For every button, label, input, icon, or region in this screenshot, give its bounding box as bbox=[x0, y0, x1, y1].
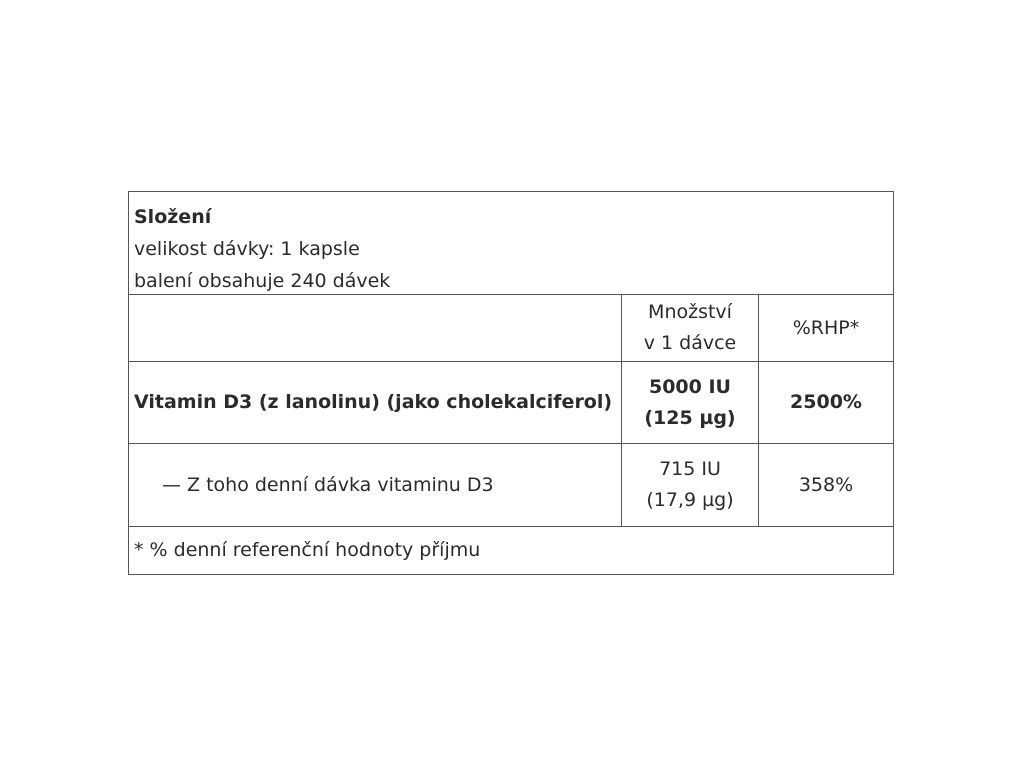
ingredient-rhp-cell bbox=[758, 362, 893, 443]
column-header-rhp bbox=[758, 295, 893, 361]
footnote-text: * % denní referenční hodnoty příjmu bbox=[134, 539, 481, 561]
daily-dose-name: — Z toho denní dávka vitaminu D3 bbox=[162, 473, 494, 496]
daily-dose-amount-iu: 715 IU bbox=[659, 458, 721, 480]
ingredient-name: Vitamin D3 (z lanolinu) (jako cholekalciferol) bbox=[134, 391, 613, 413]
daily-dose-amount-ug: (17,9 µg) bbox=[646, 489, 734, 511]
daily-dose-rhp: 358% bbox=[798, 473, 854, 496]
column-header-amount bbox=[621, 295, 758, 361]
table-header-block bbox=[129, 192, 893, 294]
ingredient-amount-cell bbox=[621, 362, 758, 443]
serving-size-text: velikost dávky: 1 kapsle bbox=[134, 238, 360, 260]
daily-dose-name-cell bbox=[129, 444, 621, 526]
daily-dose-amount-cell bbox=[621, 444, 758, 526]
servings-per-pack-text: balení obsahuje 240 dávek bbox=[134, 270, 391, 292]
ingredient-amount-iu: 5000 IU bbox=[648, 375, 731, 398]
ingredient-rhp: 2500% bbox=[790, 391, 862, 413]
table-footnote-row bbox=[129, 526, 893, 574]
composition-table bbox=[128, 191, 894, 575]
column-header-amount-line2: v 1 dávce bbox=[643, 332, 737, 354]
column-header-amount-line1: Množství bbox=[648, 301, 732, 323]
column-header-row bbox=[129, 294, 893, 361]
column-header-rhp-label: %RHP* bbox=[792, 316, 860, 339]
table-row-vitamin-d3 bbox=[129, 361, 893, 443]
ingredient-amount-ug: (125 µg) bbox=[644, 406, 736, 429]
table-row-daily-dose bbox=[129, 443, 893, 526]
composition-title: Složení bbox=[134, 206, 212, 228]
ingredient-name-cell bbox=[129, 362, 621, 443]
column-header-empty bbox=[129, 295, 621, 361]
daily-dose-rhp-cell bbox=[758, 444, 893, 526]
